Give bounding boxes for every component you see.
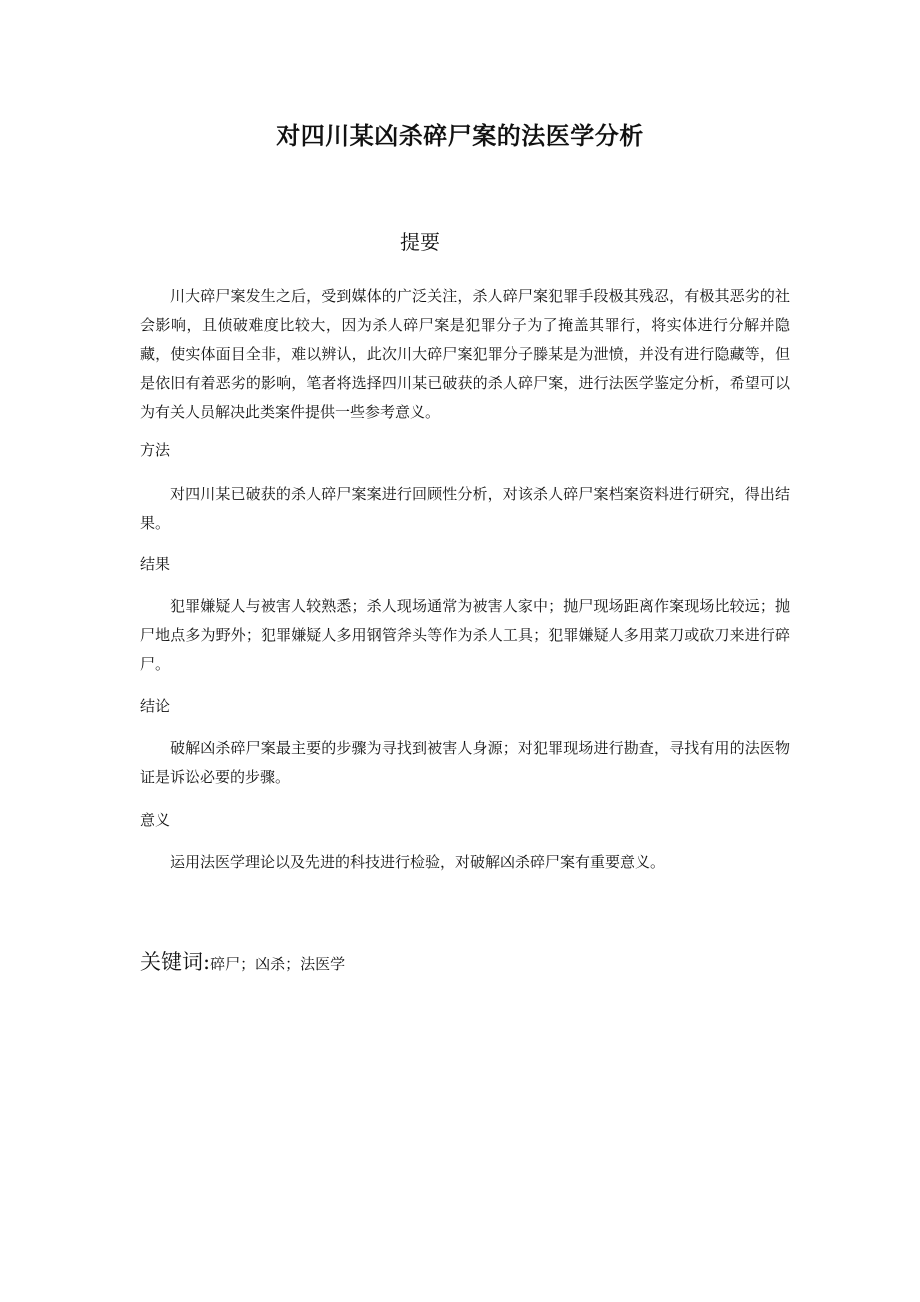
conclusion-paragraph: 破解凶杀碎尸案最主要的步骤为寻找到被害人身源；对犯罪现场进行勘查，寻找有用的法医物证是诉讼必要的步骤。 [140, 739, 790, 786]
keywords-values: 碎尸；凶杀；法医学 [210, 955, 346, 973]
abstract-paragraph: 川大碎尸案发生之后，受到媒体的广泛关注，杀人碎尸案犯罪手段极其残忍，有极其恶劣的社会影响，且侦破难度比较大，因为杀人碎尸案是犯罪分子为了掩盖其罪行，将实体进行分解并隐藏，使实体面目全非，难以辨认，此次川大碎尸案犯罪分子滕某是为泄愤，并没有进行隐藏等，但是依旧有着恶劣的影响，笔者将选择四川某已破获的杀人碎尸案，进行法医学鉴定分析，希望可以为有关人员解决此类案件提供一些参考意义。 [140, 287, 790, 421]
keywords-line [140, 944, 345, 982]
method-label: 方法 [140, 441, 171, 459]
document-title: 对四川某凶杀碎尸案的法医学分析 [276, 121, 644, 150]
significance-paragraph: 运用法医学理论以及先进的科技进行检验，对破解凶杀碎尸案有重要意义。 [170, 853, 666, 871]
conclusion-label: 结论 [140, 697, 171, 715]
result-paragraph: 犯罪嫌疑人与被害人较熟悉；杀人现场通常为被害人家中；抛尸现场距离作案现场比较远；抛尸地点多为野外；犯罪嫌疑人多用钢管斧头等作为杀人工具；犯罪嫌疑人多用菜刀或砍刀来进行碎尸。 [140, 597, 790, 673]
significance-label: 意义 [140, 811, 171, 829]
abstract-heading: 提要 [400, 230, 440, 254]
method-paragraph: 对四川某已破获的杀人碎尸案案进行回顾性分析，对该杀人碎尸案档案资料进行研究，得出结果。 [140, 485, 790, 532]
keywords-label: 关键词: [140, 950, 211, 974]
result-label: 结果 [140, 555, 171, 573]
